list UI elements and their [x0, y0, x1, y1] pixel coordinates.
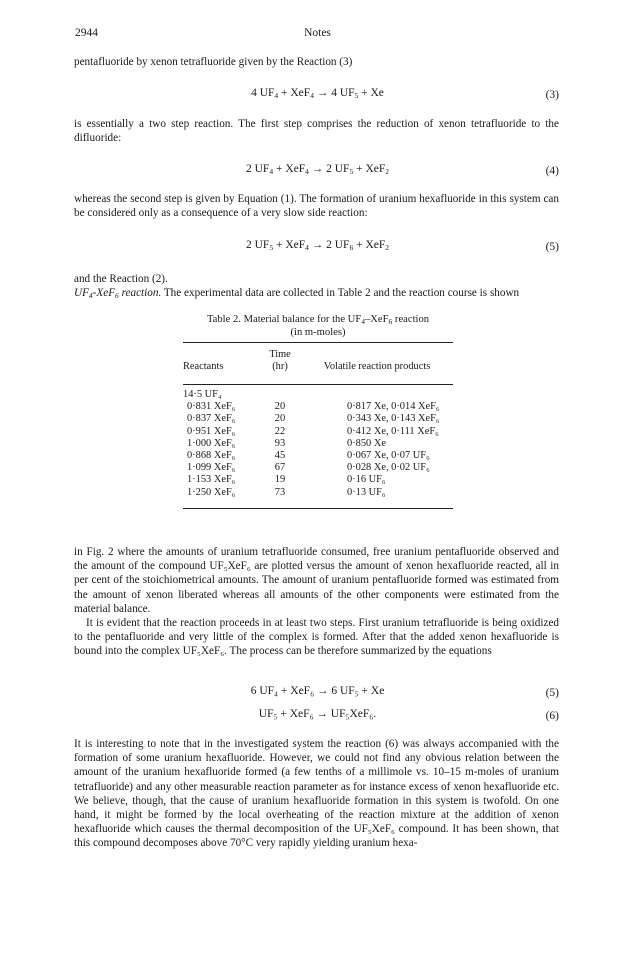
cell-time: 93: [274, 437, 286, 449]
table-row: [183, 462, 453, 474]
equation-5b-number: (5): [545, 687, 559, 699]
table-top-rule: [183, 342, 453, 343]
page-number: 2944: [75, 27, 98, 39]
cell-time: 19: [274, 474, 286, 486]
equation-5a: 2 $UF_5 + XeF_4 \to 2$ $UF_6 + XeF_2$: [246, 239, 389, 252]
cell-products: 0·850 Xe: [347, 437, 386, 449]
equation-4-number: (4): [545, 165, 559, 177]
cell-reactant: 1·099 XeF₆: [187, 462, 236, 474]
cell-time: 20: [274, 413, 286, 425]
equation-5a-number: (5): [545, 241, 559, 253]
cell-products: 0·412 Xe, 0·111 XeF₆: [347, 425, 439, 437]
header-products: Volatile reaction products: [323, 361, 431, 373]
header-time: Time: [269, 349, 291, 360]
paragraph-6: It is evident that the reaction proceeds in at least two steps. First uranium tetrafluoride is being oxidized to the pentafluoride and very little of the complex is formed. After that the added xenon hexafluoride is bound into the complex UF₅XeF₆. The process can be therefore summarized by the equations: [74, 617, 559, 658]
equation-3: 4 $UF_4 + XeF_4 \to 4$ $UF_5 + Xe$: [251, 87, 384, 100]
table-row: [183, 426, 453, 438]
cell-reactant: 1·153 XeF₆: [187, 474, 236, 486]
cell-time: 67: [274, 462, 286, 474]
cell-products: 0·817 Xe, 0·014 XeF₆: [347, 401, 440, 413]
intro-text: pentafluoride by xenon tetrafluoride given by the Reaction (3): [74, 56, 353, 68]
paragraph-5: in Fig. 2 where the amounts of uranium tetrafluoride consumed, free uranium pentafluoride observed and the amount of the compound UF₅XeF₆ are plotted versus the amount of xenon hexafluoride reacted, all in per cent of the stoichiometrical amounts. The amount of uranium pentafluoride formed was estimated from the amount of xenon liberated whereas all amounts of the other components were estimated from the material balance.: [74, 546, 559, 615]
equation-3-number: (3): [545, 89, 559, 101]
table-bottom-rule: [183, 508, 453, 509]
section-title: $UF_4-XeF_6$ reaction.: [74, 287, 162, 300]
table-body: [183, 389, 453, 499]
table-header: [183, 349, 453, 373]
cell-reactant: 0·951 XeF₆: [187, 425, 236, 437]
cell-products: 0·028 Xe, 0·02 UF₆: [347, 462, 430, 474]
equation-4: 2 $UF_4 + XeF_4 \to 2$ $UF_5 + XeF_2$: [246, 163, 389, 176]
cell-products: 0·16 UF₆: [347, 474, 386, 486]
table-header-rule: [183, 384, 453, 385]
paragraph-7: It is interesting to note that in the investigated system the reaction (6) was always accompanied with the formation of some uranium hexafluoride. However, we could not find any obvious relation between the amount of the uranium hexafluoride formed (a few tenths of a millimole vs. 10–15 m-moles of uranium tetrafluoride) and any other measurable reaction parameter as for instance excess of xenon hexafluoride etc. We believe, though, that the cause of uranium hexafluoride formation in this system is twofold. On one hand, it might be formed by the local overheating of the reaction mixture at the addition of xenon hexafluoride which causes the thermal decomposition of the UF₅XeF₆ compound. It has been shown, that this compound decomposes above 70°C very rapidly yielding uranium hexa-: [74, 738, 559, 850]
cell-time: 22: [274, 425, 286, 437]
paragraph-3: and the Reaction (2).: [74, 273, 168, 285]
running-head: Notes: [304, 27, 331, 39]
cell-reactant: 1·000 XeF₆: [187, 437, 236, 449]
paragraph-1: is essentially a two step reaction. The first step comprises the reduction of xenon tetrafluoride to the difluoride:: [74, 118, 559, 145]
cell-time: 73: [274, 486, 286, 498]
table-row: [183, 413, 453, 425]
table-row: [183, 450, 453, 462]
cell-reactant: 0·831 XeF₆: [187, 401, 236, 413]
header-time-unit: (hr): [272, 361, 288, 373]
table-row: [183, 474, 453, 486]
paragraph-2: whereas the second step is given by Equation (1). The formation of uranium hexafluoride in this system can be considered only as a consequence of a very slow side reaction:: [74, 193, 559, 220]
cell-products: 0·13 UF₆: [347, 486, 386, 498]
table-row-first: 14·5 UF₄: [183, 389, 222, 400]
cell-time: 45: [274, 450, 286, 462]
table-row: [183, 487, 453, 499]
equation-5b: 6 UF₄ + XeF₆ → 6 UF₅ + Xe: [250, 685, 385, 697]
table-row: [183, 438, 453, 450]
equation-6: UF₅ + XeF₆ → UF₅XeF₆.: [258, 708, 377, 720]
cell-reactant: 1·250 XeF₆: [187, 486, 236, 498]
cell-time: 20: [274, 401, 286, 413]
header-reactants: Reactants: [183, 361, 224, 373]
cell-reactant: 0·837 XeF₆: [187, 413, 236, 425]
cell-products: 0·343 Xe, 0·143 XeF₆: [347, 413, 440, 425]
cell-products: 0·067 Xe, 0·07 UF₆: [347, 450, 430, 462]
table-caption: Table 2. Material balance for the $UF_4-XeF_6$ reaction (in m-moles): [206, 314, 430, 338]
equation-6-number: (6): [545, 710, 559, 722]
table-row: [183, 401, 453, 413]
cell-reactant: 0·868 XeF₆: [187, 450, 236, 462]
paragraph-4: $UF_4-XeF_6$ reaction. The experimental data are collected in Table 2 and the reaction course is shown: [74, 287, 520, 300]
